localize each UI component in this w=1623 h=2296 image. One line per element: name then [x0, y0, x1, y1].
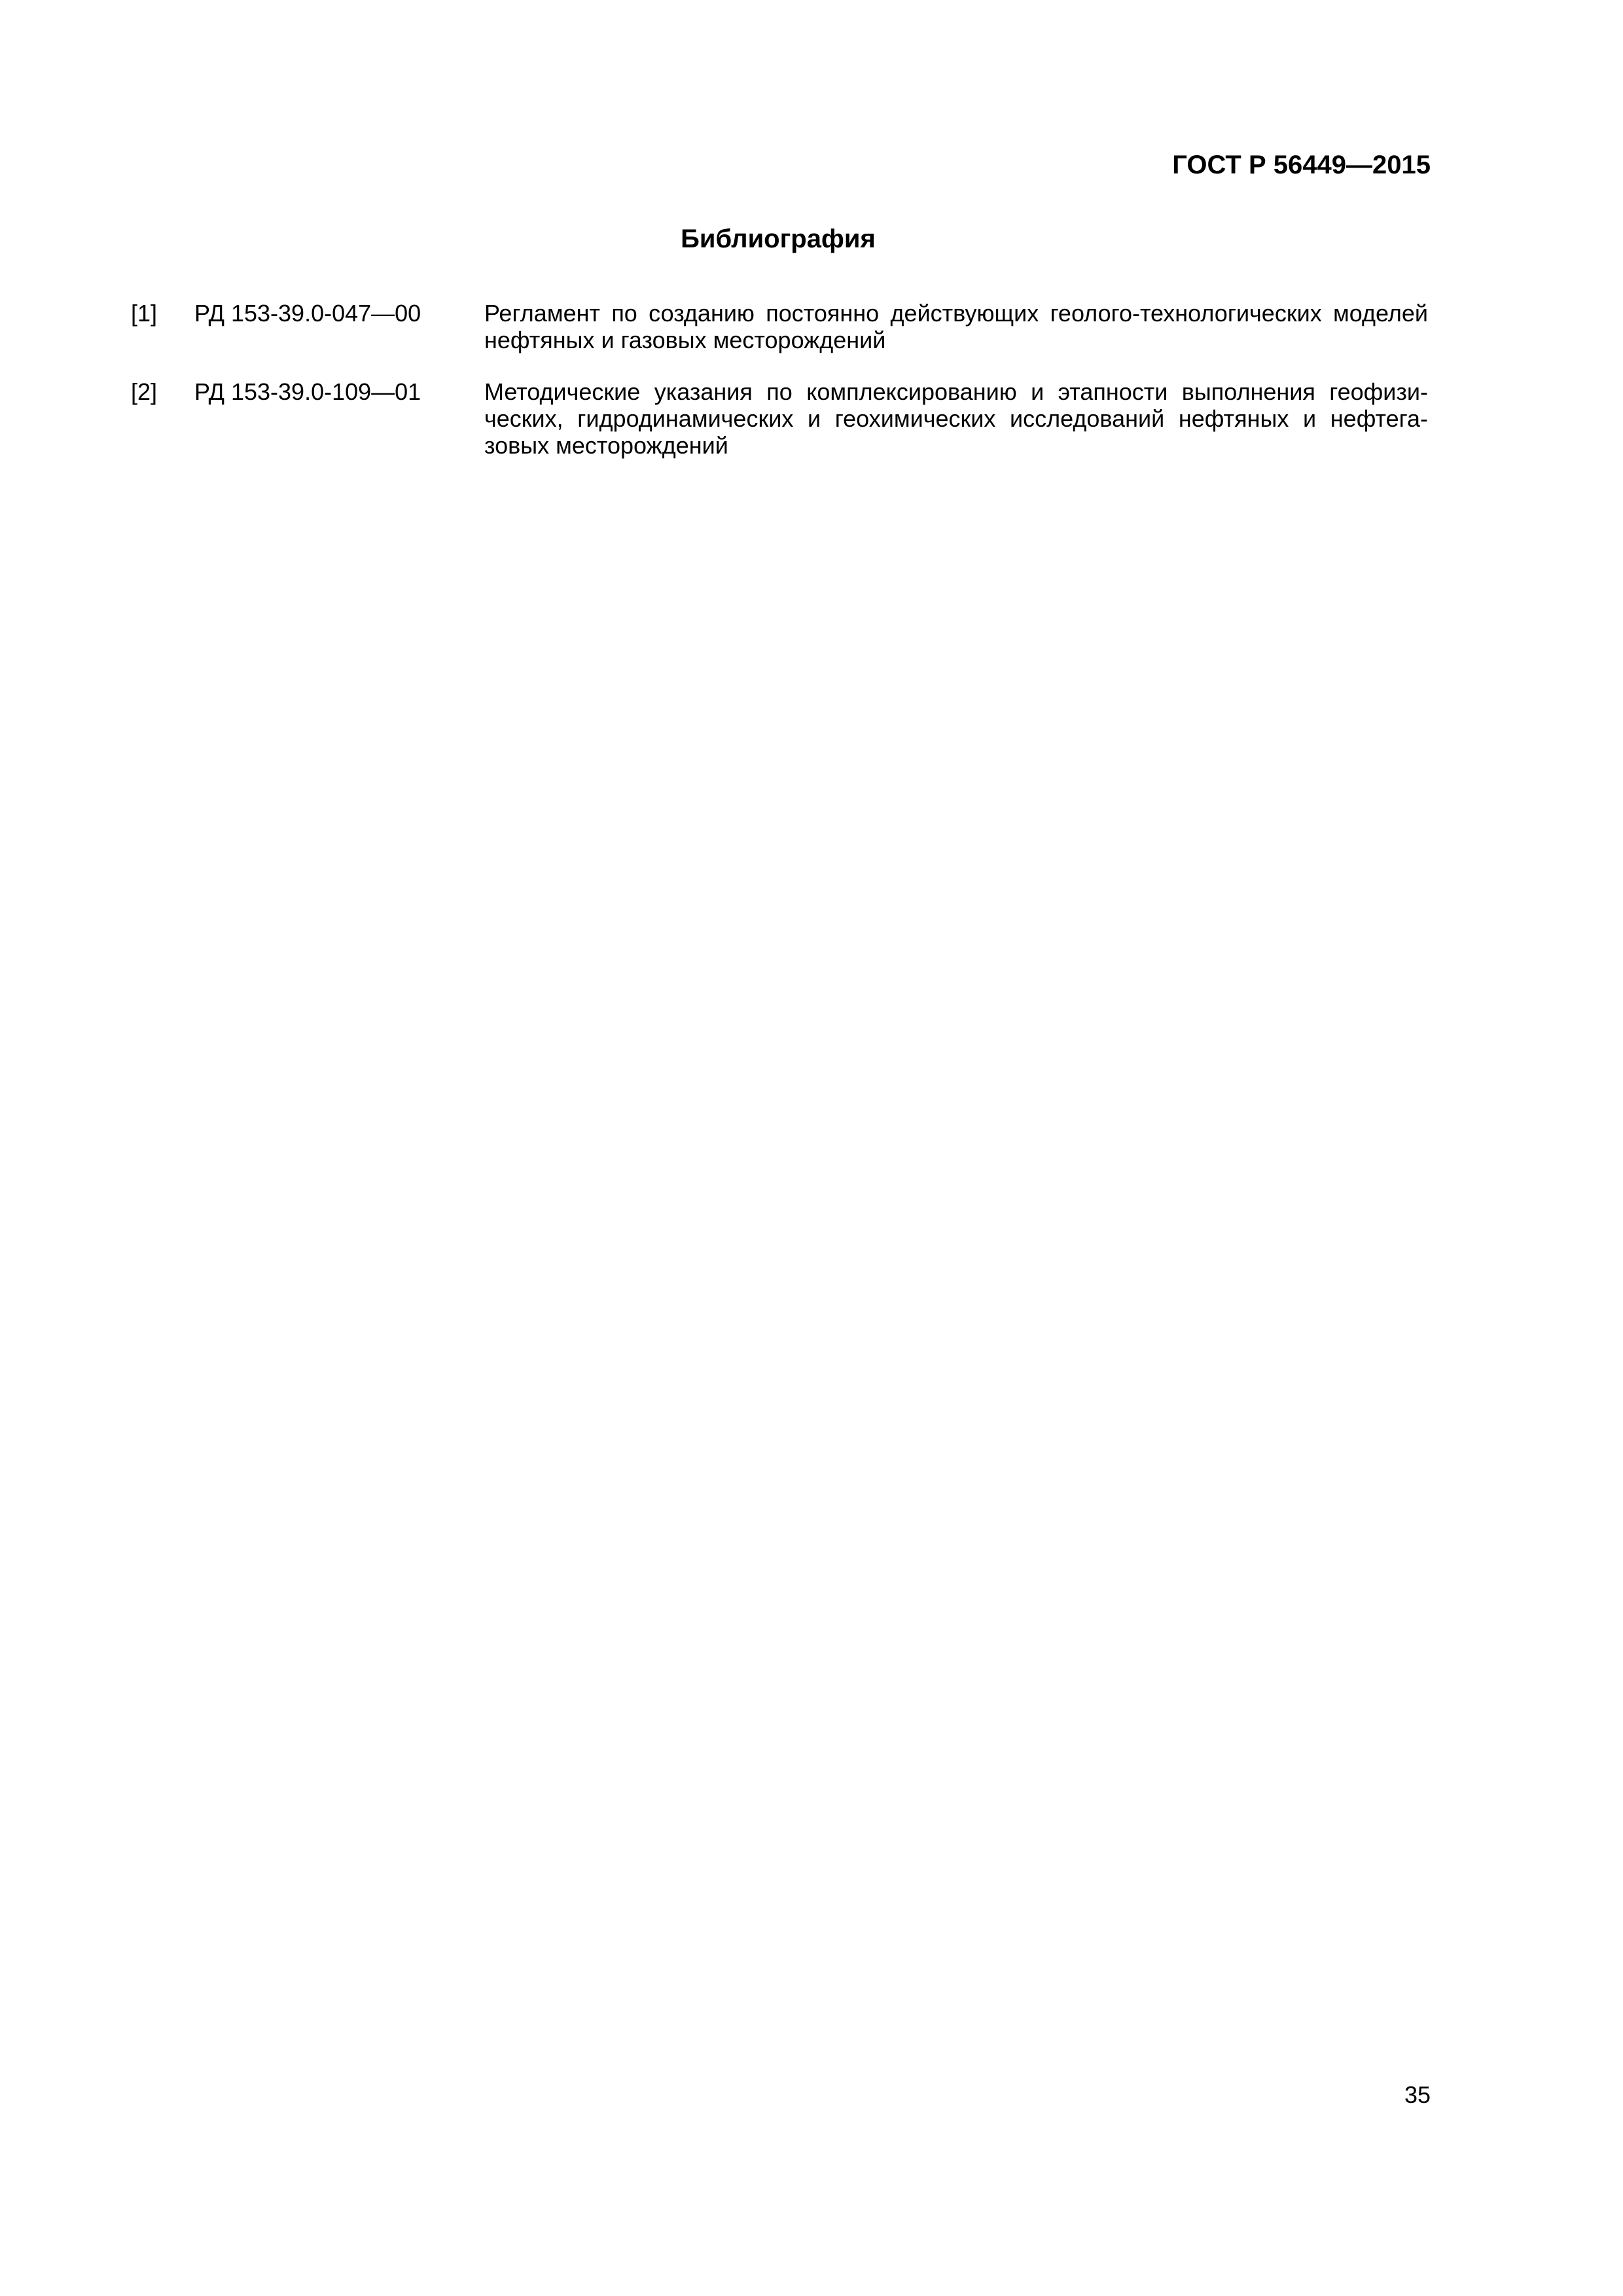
- bibliography-entry: [131, 378, 1428, 459]
- bibliography-list: [131, 300, 1428, 484]
- entry-number: [1]: [131, 300, 158, 327]
- entry-number: [2]: [131, 378, 158, 405]
- entry-document-code: РД 153-39.0-047—00: [194, 300, 421, 327]
- entry-title: Методические указания по комплексированию и этапности выполнения геофизических, гидродинамических и геохимических исследований нефтяных и нефтегазовых месторождений: [484, 378, 1428, 459]
- entry-title: Регламент по созданию постоянно действующих геолого-технологических моделей нефтяных и газовых месторождений: [484, 300, 1428, 353]
- document-code-header: ГОСТ Р 56449—2015: [1172, 151, 1431, 179]
- page-number: 35: [1404, 2081, 1431, 2108]
- section-title: Библиография: [681, 224, 876, 253]
- bibliography-entry: [131, 300, 1428, 353]
- entry-document-code: РД 153-39.0-109—01: [194, 378, 421, 405]
